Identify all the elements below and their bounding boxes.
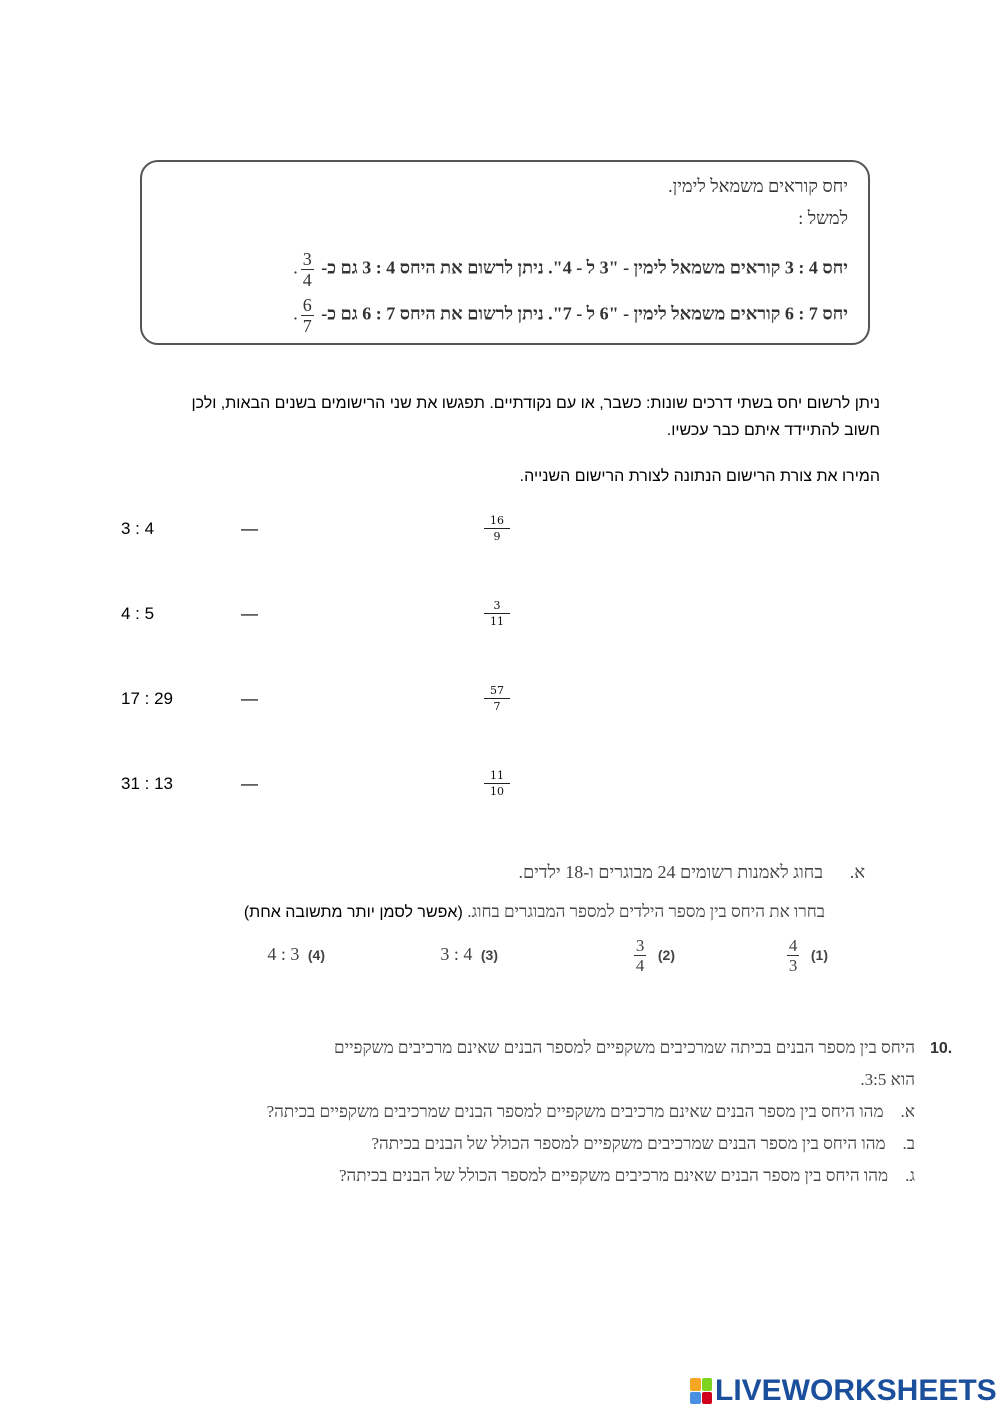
question-10-sub-a: א. מהו היחס בין מספר הבנים שאינם מרכיבים משקפיים למספר הבנים שמרכיבים משקפיים בכיתה? — [266, 1102, 915, 1121]
question-a-label: א. — [849, 862, 865, 882]
intro-line-2: חשוב להתיידד איתם כבר עכשיו. — [666, 422, 880, 439]
info-box — [140, 160, 870, 345]
example-2: יחס 7 : 6 קוראים משמאל לימין - "6 ל - 7". ניתן לרשום את היחס 7 : 6 גם כ- $\frac{6}{7}$ . — [293, 295, 848, 336]
instruction: המירו את צורת הרישום הנתונה לצורת הרישום השנייה. — [519, 468, 880, 485]
example-label: למשל : — [798, 208, 848, 228]
question-10-sub-b: ב. מהו היחס בין מספר הבנים שמרכיבים משקפיים למספר הכולל של הבנים בכיתה? — [371, 1134, 915, 1153]
conversion-ratio-1: 3 : 4 — [121, 519, 155, 538]
answer-blank-4[interactable]: — — [241, 774, 258, 793]
conversion-fraction-3: $\frac{57}{7}$ — [484, 684, 510, 713]
conversion-fraction-2: $\frac{3}{11}$ — [484, 599, 510, 628]
conversion-ratio-4: 31 : 13 — [121, 774, 173, 793]
option-1-fraction: $\frac{4}{3}$ — [788, 936, 798, 975]
option-3[interactable]: (3) 3 : 4 — [440, 944, 498, 964]
question-a-prompt: בחרו את היחס בין מספר הילדים למספר המבוגרים בחוג. — [467, 902, 825, 921]
answer-blank-3[interactable]: — — [241, 689, 258, 708]
conversion-fraction-4: $\frac{11}{10}$ — [484, 769, 510, 798]
question-10-number: 10. — [930, 1040, 953, 1057]
option-4[interactable]: (4) 4 : 3 — [267, 944, 325, 964]
logo-square-2 — [702, 1378, 713, 1391]
question-10-sub-c: ג. מהו היחס בין מספר הבנים שאינם מרכיבים משקפיים למספר הכולל של הבנים בכיתה? — [338, 1166, 915, 1185]
conversion-ratio-2: 4 : 5 — [121, 604, 155, 623]
question-10-line-1: היחס בין מספר הבנים בכיתה שמרכיבים משקפיים למספר הבנים שאינם מרכיבים משקפיים — [334, 1038, 915, 1057]
option-2-fraction: $\frac{3}{4}$ — [635, 936, 645, 975]
logo-square-4 — [702, 1392, 713, 1405]
info-box-title: יחס קוראים משמאל לימין. — [668, 176, 848, 196]
conversion-ratio-3: 17 : 29 — [121, 689, 173, 708]
liveworksheets-logo[interactable] — [690, 1376, 997, 1406]
logo-square-1 — [690, 1378, 701, 1391]
example-1-fraction: $\frac{3}{4}$ — [302, 249, 312, 290]
option-2[interactable]: (2) $\frac{3}{4}$ — [635, 936, 675, 975]
example-2-text: יחס 7 : 6 קוראים משמאל לימין - "6 ל - 7". ניתן לרשום את היחס 7 : 6 גם כ- — [321, 303, 848, 324]
question-10-line-2: הוא 3:5. — [860, 1070, 915, 1089]
question-a-note: (אפשר לסמן יותר מתשובה אחת) — [243, 904, 463, 921]
answer-blank-2[interactable]: — — [241, 604, 258, 623]
intro-paragraph — [120, 390, 880, 444]
intro-line-1: ניתן לרשום יחס בשתי דרכים שונות: כשבר, או עם נקודתיים. תפגשו את שני הרישומים בשנים הבאות, ולכן — [191, 395, 880, 412]
question-a-prompt-line — [244, 902, 825, 922]
example-1: יחס 4 : 3 קוראים משמאל לימין - "3 ל - 4". ניתן לרשום את היחס 4 : 3 גם כ- $\frac{3}{4}$ . — [293, 249, 848, 290]
example-1-text: יחס 4 : 3 קוראים משמאל לימין - "3 ל - 4". ניתן לרשום את היחס 4 : 3 גם כ- — [321, 257, 848, 278]
answer-blank-1[interactable]: — — [241, 519, 258, 538]
option-1[interactable]: (1) $\frac{4}{3}$ — [788, 936, 828, 975]
example-2-fraction: $\frac{6}{7}$ — [302, 295, 312, 336]
logo-square-3 — [690, 1392, 701, 1405]
conversion-fraction-1: $\frac{16}{9}$ — [484, 514, 510, 543]
logo-text: LIVEWORKSHEETS — [715, 1374, 997, 1407]
question-a-text: בחוג לאמנות רשומים 24 מבוגרים ו-18 ילדים. — [518, 862, 823, 882]
logo-mark-icon — [690, 1378, 712, 1404]
